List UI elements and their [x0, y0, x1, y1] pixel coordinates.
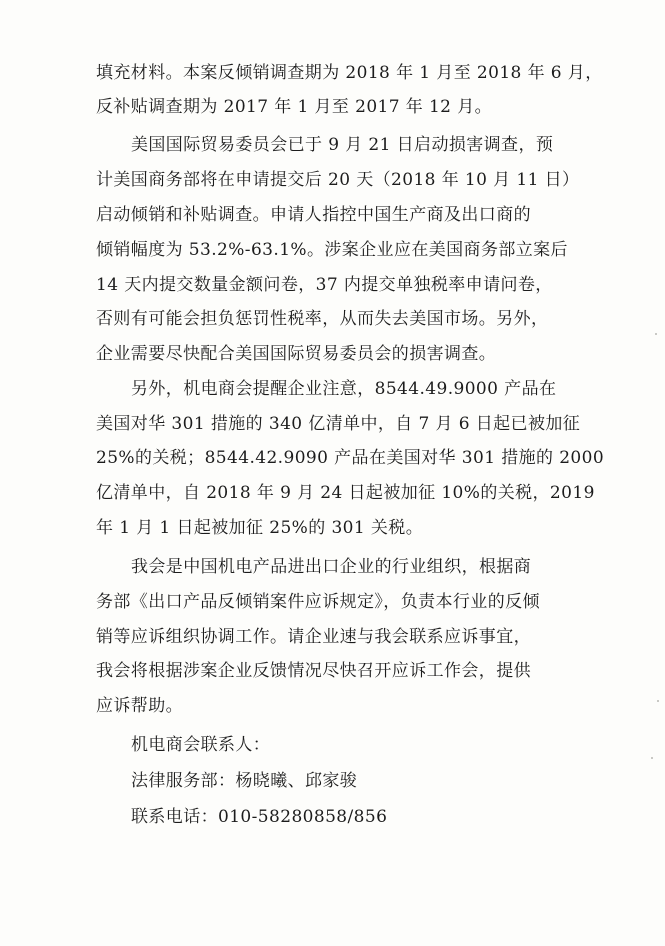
paragraph-2-line-3: 启动倾销和补贴调查。申请人指控中国生产商及出口商的	[96, 205, 531, 225]
contact-phone: 联系电话：010-58280858/856	[131, 807, 388, 827]
scan-speck	[657, 700, 659, 702]
paragraph-2-line-2: 计美国商务部将在申请提交后 20 天（2018 年 10 月 11 日）	[96, 170, 580, 190]
contact-heading: 机电商会联系人：	[131, 735, 271, 755]
paragraph-4-line-4: 我会将根据涉案企业反馈情况尽快召开应诉工作会，提供	[96, 661, 531, 681]
paragraph-3-line-3: 25%的关税；8544.42.9090 产品在美国对华 301 措施的 2000	[96, 448, 605, 468]
paragraph-2-line-5: 14 天内提交数量金额问卷，37 内提交单独税率申请问卷，	[96, 275, 553, 295]
paragraph-3-line-4: 亿清单中，自 2018 年 9 月 24 日起被加征 10%的关税，2019	[96, 483, 595, 503]
paragraph-4-line-1: 我会是中国机电产品进出口企业的行业组织，根据商	[131, 557, 532, 577]
scan-speck	[655, 333, 657, 335]
paragraph-2-line-4: 倾销幅度为 53.2%-63.1%。涉案企业应在美国商务部立案后	[96, 240, 568, 260]
contact-department: 法律服务部：杨晓曦、邱家骏	[131, 771, 358, 791]
paragraph-2-line-1: 美国国际贸易委员会已于 9 月 21 日启动损害调查，预	[131, 135, 554, 155]
paragraph-3-line-5: 年 1 月 1 日起被加征 25%的 301 关税。	[96, 518, 424, 538]
paragraph-1-line-2: 反补贴调查期为 2017 年 1 月至 2017 年 12 月。	[96, 97, 493, 117]
paragraph-4-line-5: 应诉帮助。	[96, 696, 183, 716]
scan-speck	[651, 757, 653, 759]
paragraph-1-line-1: 填充材料。本案反倾销调查期为 2018 年 1 月至 2018 年 6 月，	[96, 63, 603, 83]
paragraph-3-line-1: 另外，机电商会提醒企业注意，8544.49.9000 产品在	[131, 379, 557, 399]
paragraph-4-line-3: 销等应诉组织协调工作。请企业速与我会联系应诉事宜，	[96, 627, 531, 647]
paragraph-2-line-7: 企业需要尽快配合美国国际贸易委员会的损害调查。	[96, 344, 497, 364]
paragraph-3-line-2: 美国对华 301 措施的 340 亿清单中，自 7 月 6 日起已被加征	[96, 414, 581, 434]
paragraph-2-line-6: 否则有可能会担负惩罚性税率，从而失去美国市场。另外，	[96, 309, 549, 329]
paragraph-4-line-2: 务部《出口产品反倾销案件应诉规定》，负责本行业的反倾	[96, 592, 540, 612]
